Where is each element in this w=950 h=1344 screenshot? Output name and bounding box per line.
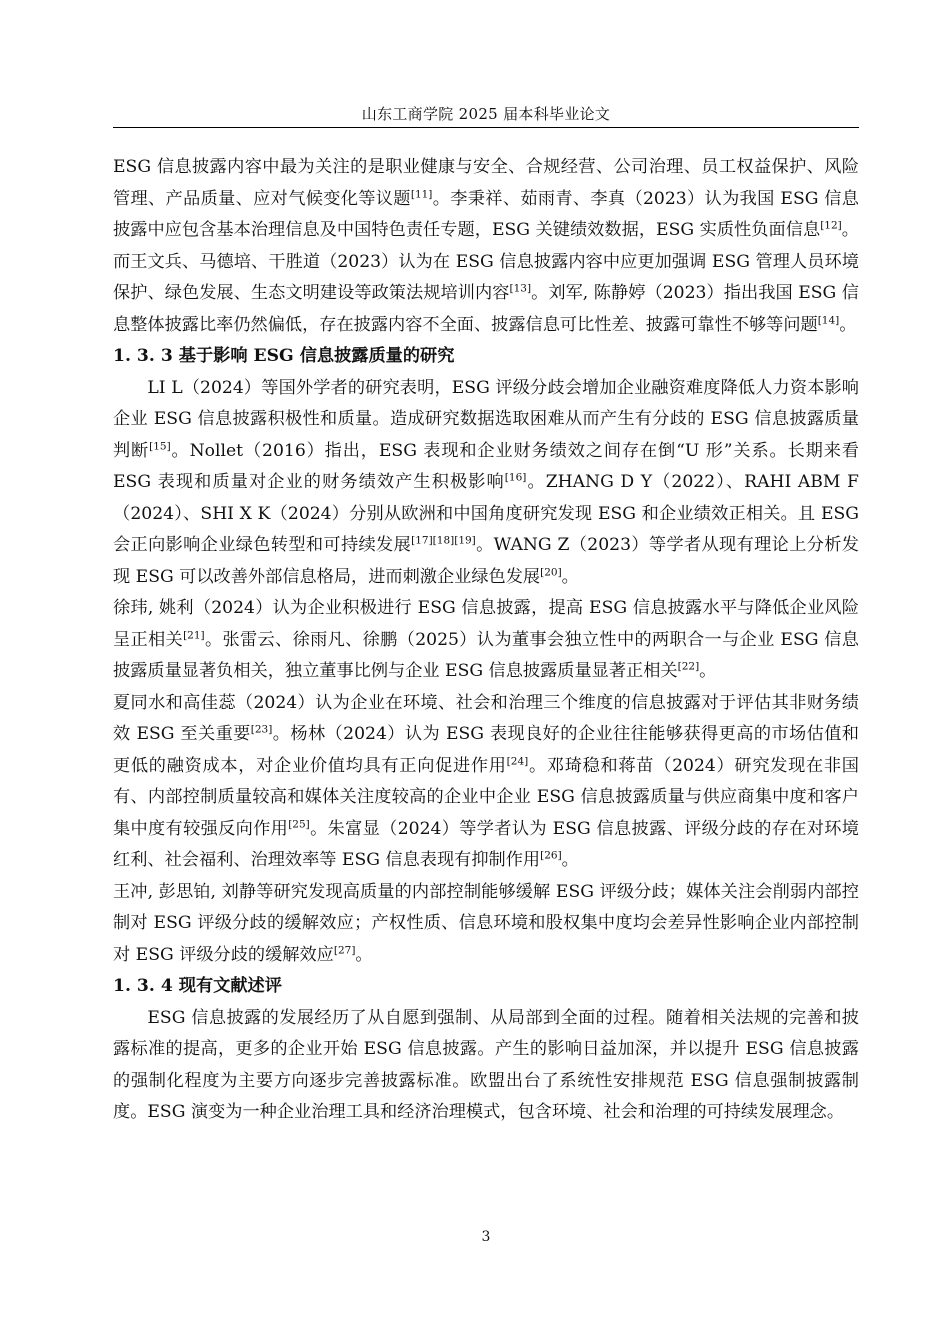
citation-ref: [26] [540,849,562,862]
citation-ref: [24] [506,754,529,767]
paragraph-literature-review [113,1003,859,1129]
paragraph-esg-disclosure-content [113,152,859,341]
paragraph-xia-tongshui [113,688,859,877]
paragraph-text: 。 [699,661,717,681]
citation-ref: [11] [410,187,433,200]
citation-ref: [13] [509,282,532,295]
paragraph-text: 。 [561,566,579,587]
section-heading-1-3-4: 1. 3. 4 现有文献述评 [113,976,282,996]
paragraph-foreign-research [113,373,859,594]
paragraph-text: 。 [355,944,373,965]
paragraph-text: 。张雷云、徐雨凡、徐鹏（2025）认为董事会独立性中的两职合一与企业 ESG 信息披露质量显著负相关，独立董事比例与企业 ESG 信息披露质量显著正相关 [113,629,859,681]
citation-ref: [15] [149,439,171,452]
paragraph-xu-wei [113,593,859,688]
paragraph-text: ESG 信息披露的发展经历了从自愿到强制、从局部到全面的过程。随着相关法规的完善和披露标准的提高，更多的企业开始 ESG 信息披露。产生的影响日益加深，并以提升 ESG 信息披露的强制化程度为主要方向逐步完善披露标准。欧盟出台了系统性安排规范 ESG 信息强制披露制度。ESG 演变为一种企业治理工具和经济治理模式，包含环境、社会和治理的可持续发展理念。 [113,1007,859,1122]
page-number: 3 [481,1229,491,1245]
citation-ref: [21] [183,628,205,641]
paragraph-text: 。而王文兵、马德培、干胜道（2023）认为在 ESG 信息披露内容中应更加强调 ESG 管理人员环境保护、绿色发展、生态文明建设等政策法规培训内容 [113,220,859,303]
paragraph-text: 夏同水和高佳蕊（2024）认为企业在环境、社会和治理三个维度的信息披露对于评估其非财务绩效 ESG 至关重要 [113,692,859,744]
citation-ref: [22] [677,660,700,673]
paragraph-text: 。刘军, 陈静婷（2023）指出我国 ESG 信息整体披露比率仍然偏低，存在披露内容不全面、披露信息可比性差、披露可靠性不够等问题 [113,283,859,335]
paragraph-text: 王冲, 彭思铂, 刘静等研究发现高质量的内部控制能够缓解 ESG 评级分歧；媒体关注会削弱内部控制对 ESG 评级分歧的缓解效应；产权性质、信息环境和股权集中度均会差异性影响企业内部控制对 ESG 评级分歧的缓解效应 [113,881,859,965]
citation-ref: [17][18][19] [411,534,476,547]
paragraph-text: 。邓琦稳和蒋苗（2024）研究发现在非国有、内部控制质量较高和媒体关注度较高的企业中企业 ESG 信息披露质量与供应商集中度和客户集中度有较强反向作用 [113,755,859,839]
paragraph-wang-chong [113,877,859,972]
citation-ref: [14] [817,313,840,326]
citation-ref: [20] [540,565,562,578]
citation-ref: [27] [333,943,356,956]
paragraph-text: 。WANG Z（2023）等学者从现有理论上分析发现 ESG 可以改善外部信息格局，进而刺激企业绿色发展 [113,535,859,587]
running-header: 山东工商学院 2025 届本科毕业论文 [361,105,611,123]
citation-ref: [16] [504,471,527,484]
paragraph-text: LI L（2024）等国外学者的研究表明，ESG 评级分歧会增加企业融资难度降低人力资本影响企业 ESG 信息披露积极性和质量。造成研究数据选取困难从而产生有分歧的 ESG 信息披露质量判断 [113,377,859,461]
citation-ref: [12] [820,219,842,232]
paragraph-text: 。 [839,314,857,335]
paragraph-text: 徐玮, 姚利（2024）认为企业积极进行 ESG 信息披露，提高 ESG 信息披露水平与降低企业风险呈正相关 [113,598,859,650]
paragraph-text: 。李秉祥、茹雨青、李真（2023）认为我国 ESG 信息披露中应包含基本治理信息及中国特色责任专题，ESG 关键绩效数据，ESG 实质性负面信息 [113,188,859,240]
main-content [113,152,859,1129]
paragraph-text: 。Nollet（2016）指出，ESG 表现和企业财务绩效之间存在倒“U 形”关系。长期来看 ESG 表现和质量对企业的财务绩效产生积极影响 [113,440,859,492]
header-rule [113,127,859,128]
paragraph-text: 。杨林（2024）认为 ESG 表现良好的企业往往能够获得更高的市场估值和更低的融资成本，对企业价值均具有正向促进作用 [113,724,859,776]
section-heading-1-3-3: 1. 3. 3 基于影响 ESG 信息披露质量的研究 [113,346,455,366]
citation-ref: [25] [288,817,310,830]
citation-ref: [23] [250,723,273,736]
paragraph-text: 。朱富显（2024）等学者认为 ESG 信息披露、评级分歧的存在对环境红利、社会福利、治理效率等 ESG 信息表现有抑制作用 [113,818,859,870]
paragraph-text: 。 [561,850,579,870]
paragraph-text: 。ZHANG D Y（2022）、RAHI ABM F（2024）、SHI X K（2024）分别从欧洲和中国角度研究发现 ESG 和企业绩效正相关。且 ESG 会正向影响企业绿色转型和可持续发展 [113,472,859,555]
paragraph-text: ESG 信息披露内容中最为关注的是职业健康与安全、合规经营、公司治理、员工权益保护、风险管理、产品质量、应对气候变化等议题 [113,157,859,209]
